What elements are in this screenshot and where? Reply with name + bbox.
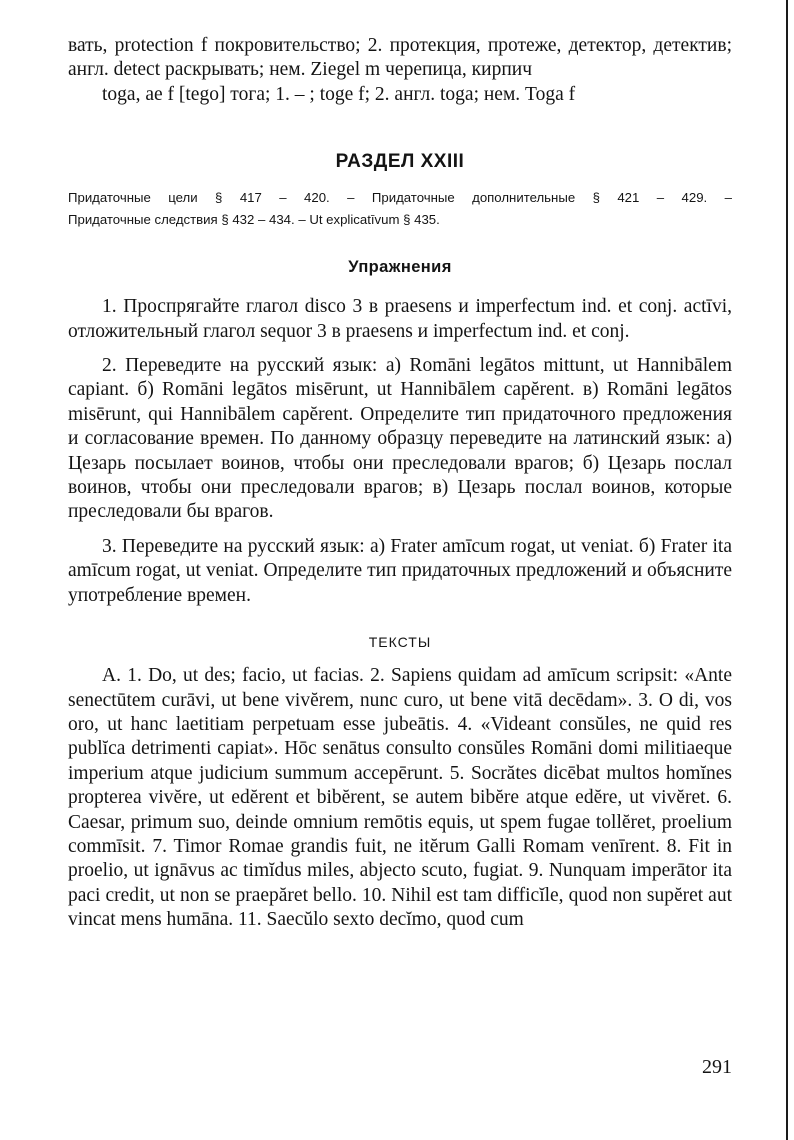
section-title: РАЗДЕЛ XXIII bbox=[335, 151, 465, 173]
texts-title: ТЕКСТЫ bbox=[368, 634, 432, 651]
book-page bbox=[68, 34, 732, 933]
scan-edge-line bbox=[786, 0, 788, 1140]
references-line-1: Придаточные цели § 417 – 420. – Придаточные дополнительные § 421 – 429. – bbox=[68, 190, 732, 206]
page-number: 291 bbox=[702, 1056, 732, 1078]
exercise-3: 3. Переведите на русский язык: а) Frater amīcum rogat, ut veniat. б) Frater ita amīcum rogat, ut veniat. Определите тип придаточных предложений и объясните употребление времен. bbox=[68, 535, 732, 606]
exercises-title: Упражнения bbox=[348, 258, 452, 277]
toga-entry: toga, ae f [tego] тога; 1. – ; toge f; 2. англ. toga; нем. Toga f bbox=[102, 83, 576, 105]
references-line-2: Придаточные следствия § 432 – 434. – Ut explicatīvum § 435. bbox=[68, 212, 440, 228]
texts-paragraph: А. 1. Do, ut des; facio, ut facias. 2. Sapiens quidam ad amīcum scripsit: «Ante senectūtem curāvi, ut bene vivĕrem, nunc curo, ut bene vitā decēdam». 3. O di, vos oro, ut hanc laetitiam perpetuam esse jubeātis. 4. «Videant consŭles, ne quid res publĭca detrimenti capiat». Hōc senātus consulto consŭles Romāni domi militiaeque imperium atque judicium summum accepērunt. 5. Socrătes dicēbat multos homĭnes propterea vivĕre, ut edĕrent et bibĕrent, se autem bibĕre atque edĕre, ut vivĕret. 6. Caesar, primum suo, deinde omnium remōtis equis, ut spem fugae tollĕret, proelium commīsit. 7. Timor Romae grandis fuit, ne itĕrum Galli Romam venīrent. 8. Fit in proelio, ut ignāvus ac timĭdus miles, abjecto scuto, fugiat. 9. Nunquam imperātor ita paci credit, ut non se praepăret bello. 10. Nihil est tam difficĭle, quod non supĕret aut vincat mens humāna. 11. Saecŭlo sexto decĭmo, quod cum bbox=[68, 665, 732, 931]
continuation-paragraph: вать, protection f покровительство; 2. протекция, протеже, детектор, детектив; англ. detect раскрывать; нем. Ziegel m черепица, кирпич bbox=[68, 35, 732, 81]
grammar-references bbox=[68, 187, 732, 231]
exercise-2: 2. Переведите на русский язык: а) Romāni legātos mittunt, ut Hannibālem capiant. б) Romāni legātos misērunt, ut Hannibālem capĕrent. в) Romāni legātos misērunt, qui Hannibālem capĕrent. Определите тип придаточного предложения и согласование времен. По данному образцу переведите на латинский язык: а) Цезарь посылает воинов, чтобы они преследовали врагов; б) Цезарь послал воинов, чтобы они преследовали врагов; в) Цезарь послал воинов, которые преследовали бы врагов. bbox=[68, 355, 732, 523]
exercise-1: 1. Проспрягайте глагол disco 3 в praesens и imperfectum ind. et conj. actīvi, отложительный глагол sequor 3 в praesens и imperfectum ind. et conj. bbox=[68, 296, 732, 342]
